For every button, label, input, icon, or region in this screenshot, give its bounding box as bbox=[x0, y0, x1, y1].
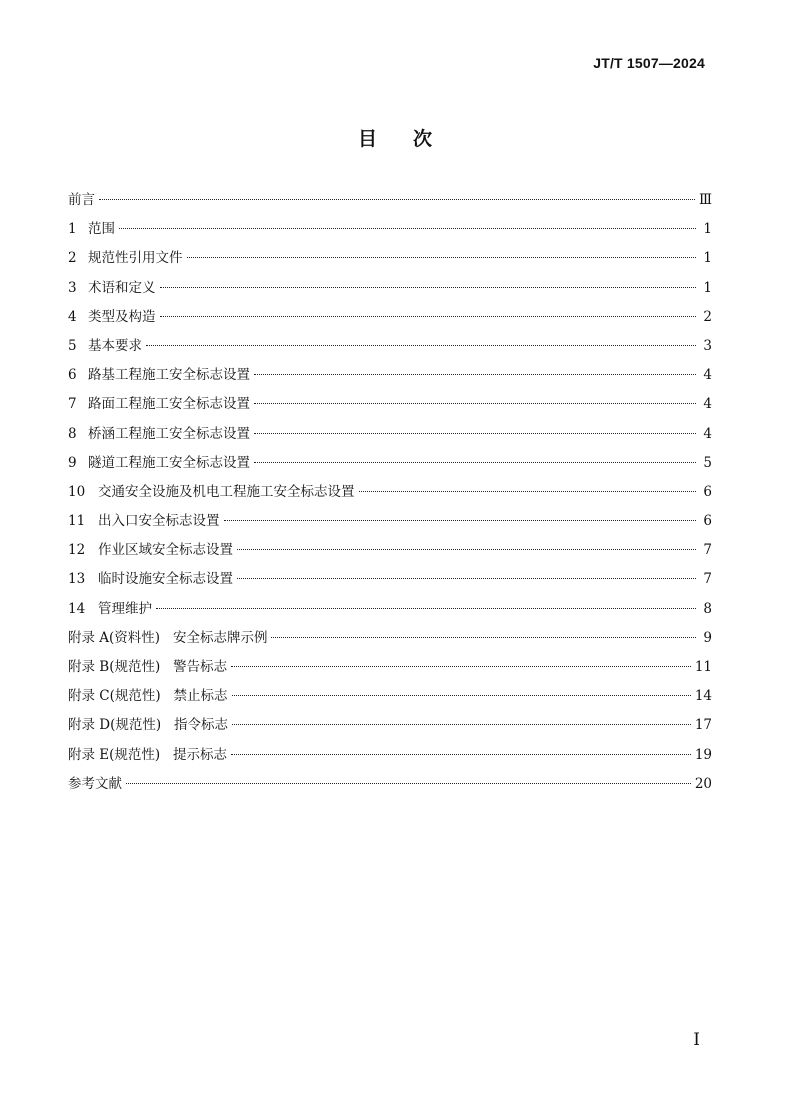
toc-leader bbox=[119, 228, 696, 229]
page-title: 目次 bbox=[357, 128, 468, 150]
toc-label: 类型及构造 bbox=[88, 308, 156, 325]
toc-page: 1 bbox=[703, 279, 712, 296]
toc-label: 基本要求 bbox=[88, 337, 142, 354]
toc-row[interactable] bbox=[68, 449, 712, 478]
toc-page: 17 bbox=[694, 717, 712, 734]
toc-label: 路面工程施工安全标志设置 bbox=[88, 396, 250, 413]
toc-page: Ⅲ bbox=[698, 192, 712, 208]
toc-number: 11 bbox=[68, 513, 86, 530]
toc-page: 5 bbox=[703, 454, 712, 471]
toc-number: 5 bbox=[68, 337, 77, 354]
toc-row[interactable] bbox=[68, 274, 712, 303]
toc-page: 11 bbox=[694, 659, 712, 675]
toc-leader bbox=[254, 462, 696, 463]
toc-leader bbox=[160, 316, 697, 317]
toc-number: 10 bbox=[68, 483, 86, 500]
toc-row[interactable] bbox=[68, 507, 712, 536]
toc-page: 6 bbox=[703, 483, 712, 500]
toc-row[interactable] bbox=[68, 215, 712, 244]
toc-number: 13 bbox=[68, 571, 86, 588]
toc-row[interactable] bbox=[68, 565, 712, 594]
toc-label: 桥涵工程施工安全标志设置 bbox=[88, 425, 250, 442]
toc-page: 2 bbox=[703, 308, 712, 325]
toc-page: 7 bbox=[703, 571, 712, 588]
toc-leader bbox=[224, 520, 697, 521]
toc-leader bbox=[254, 403, 696, 404]
toc-row[interactable] bbox=[68, 303, 712, 332]
toc-page: 7 bbox=[703, 542, 712, 559]
toc-leader bbox=[254, 374, 696, 375]
toc-number: 7 bbox=[68, 396, 77, 413]
toc-row[interactable] bbox=[68, 361, 712, 390]
toc-leader bbox=[231, 754, 691, 755]
page-number: I bbox=[693, 1030, 700, 1050]
toc-row[interactable] bbox=[68, 332, 712, 361]
toc-page: 20 bbox=[694, 775, 712, 792]
toc-row[interactable] bbox=[68, 536, 712, 565]
toc-leader bbox=[231, 666, 691, 667]
toc-number: 8 bbox=[68, 425, 77, 442]
toc-label: 附录 E(规范性) 提示标志 bbox=[68, 746, 228, 763]
toc-label: 附录 B(规范性) 警告标志 bbox=[68, 659, 228, 675]
toc-leader bbox=[232, 695, 691, 696]
toc-number: 4 bbox=[68, 308, 77, 325]
toc-label: 规范性引用文件 bbox=[88, 250, 183, 267]
toc-leader bbox=[359, 491, 697, 492]
toc-leader bbox=[146, 345, 696, 346]
toc-page: 3 bbox=[703, 337, 712, 354]
toc-leader bbox=[237, 549, 696, 550]
toc-leader bbox=[232, 724, 691, 725]
toc-row[interactable] bbox=[68, 478, 712, 507]
toc-label: 附录 D(规范性) 指令标志 bbox=[68, 717, 229, 734]
toc-page: 6 bbox=[703, 513, 712, 530]
toc-row[interactable] bbox=[68, 653, 712, 682]
toc-label: 术语和定义 bbox=[88, 279, 156, 296]
toc-row[interactable] bbox=[68, 711, 712, 740]
toc-row[interactable] bbox=[68, 244, 712, 273]
toc-page: 1 bbox=[703, 250, 712, 267]
toc-label: 管理维护 bbox=[98, 600, 152, 617]
toc-number: 12 bbox=[68, 542, 86, 559]
toc-leader bbox=[99, 199, 695, 200]
toc-number: 3 bbox=[68, 279, 77, 296]
toc-label: 出入口安全标志设置 bbox=[98, 513, 220, 530]
toc-row[interactable] bbox=[68, 624, 712, 653]
toc-leader bbox=[237, 578, 696, 579]
toc-page: 1 bbox=[703, 221, 712, 238]
toc-leader bbox=[187, 257, 697, 258]
toc-row[interactable] bbox=[68, 741, 712, 770]
toc-number: 14 bbox=[68, 600, 86, 617]
toc-row[interactable] bbox=[68, 186, 712, 215]
toc-page: 9 bbox=[703, 629, 712, 646]
toc-label: 隧道工程施工安全标志设置 bbox=[88, 454, 250, 471]
toc-row[interactable] bbox=[68, 682, 712, 711]
table-of-contents bbox=[68, 186, 712, 799]
toc-page: 14 bbox=[694, 688, 712, 705]
toc-leader bbox=[160, 287, 697, 288]
toc-label: 范围 bbox=[88, 221, 115, 238]
toc-row[interactable] bbox=[68, 390, 712, 419]
toc-number: 6 bbox=[68, 367, 77, 384]
toc-label: 作业区域安全标志设置 bbox=[98, 542, 233, 559]
toc-leader bbox=[156, 608, 696, 609]
toc-page: 19 bbox=[694, 746, 712, 763]
toc-leader bbox=[254, 433, 696, 434]
toc-page: 4 bbox=[703, 425, 712, 442]
toc-leader bbox=[126, 783, 691, 784]
toc-page: 4 bbox=[703, 396, 712, 413]
toc-page: 4 bbox=[703, 367, 712, 384]
toc-label: 交通安全设施及机电工程施工安全标志设置 bbox=[98, 483, 355, 500]
standard-code: JT/T 1507—2024 bbox=[593, 55, 705, 71]
toc-label: 附录 A(资料性) 安全标志牌示例 bbox=[68, 629, 268, 646]
toc-label: 参考文献 bbox=[68, 775, 122, 792]
toc-row[interactable] bbox=[68, 595, 712, 624]
toc-number: 2 bbox=[68, 250, 77, 267]
toc-leader bbox=[271, 637, 696, 638]
toc-label: 前言 bbox=[68, 192, 95, 208]
toc-page: 8 bbox=[703, 600, 712, 617]
toc-label: 路基工程施工安全标志设置 bbox=[88, 367, 250, 384]
toc-label: 临时设施安全标志设置 bbox=[98, 571, 233, 588]
toc-label: 附录 C(规范性) 禁止标志 bbox=[68, 688, 228, 705]
toc-number: 9 bbox=[68, 454, 77, 471]
toc-row[interactable] bbox=[68, 770, 712, 799]
toc-number: 1 bbox=[68, 221, 77, 238]
toc-row[interactable] bbox=[68, 420, 712, 449]
